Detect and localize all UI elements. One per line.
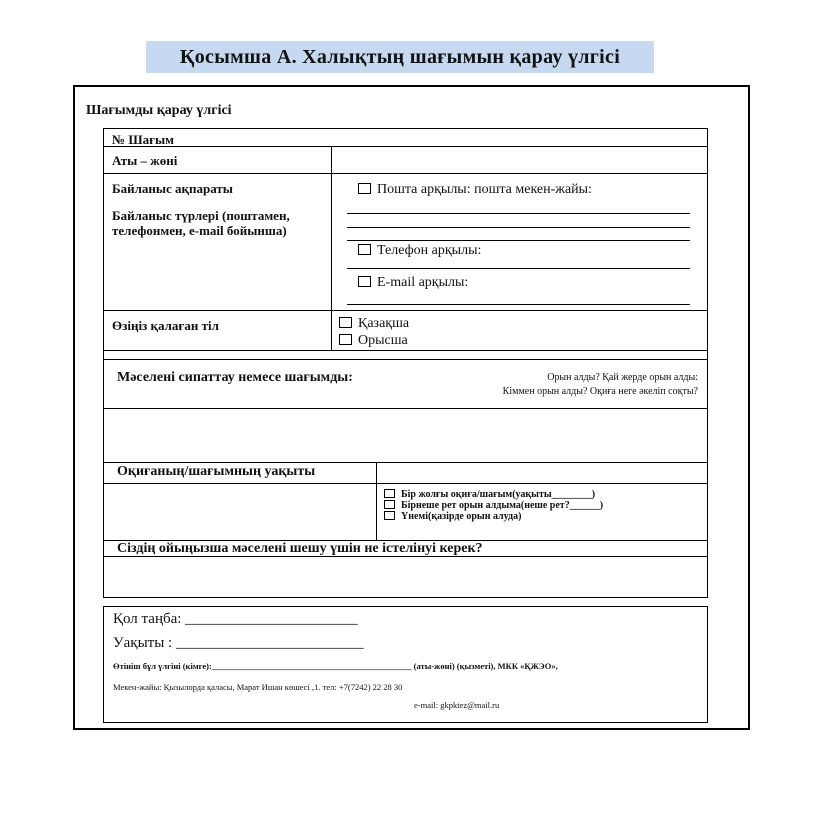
signature-line[interactable]: Қол таңба: _______________________ <box>113 611 358 627</box>
checkbox-icon[interactable] <box>339 334 352 345</box>
solution-label: Сіздің ойыңызша мәселені шешу үшін не істелінуі керек? <box>117 541 483 556</box>
answer-line <box>347 268 690 269</box>
column-divider <box>376 462 377 540</box>
submit-to-line: Өтініш бұл үлгіні (кімге):_______________________________________________ (аты-жөні) (қызметі), МКК «ҚЖЭО», <box>113 661 558 671</box>
row-divider <box>103 173 708 174</box>
checkbox-icon[interactable] <box>384 511 395 520</box>
checkbox-icon[interactable] <box>384 500 395 509</box>
description-field[interactable] <box>104 409 707 462</box>
name-label: Аты – жөні <box>112 153 178 168</box>
option-phone[interactable] <box>358 243 481 259</box>
form-table <box>103 128 708 598</box>
time-option-once-label: Бір жолғы оқиға/шағым(уақыты________) <box>401 489 596 500</box>
language-russian-label: Орысша <box>358 333 408 348</box>
time-option-several-label: Бірнеше рет орын алдыма(неше рет?______) <box>401 500 604 511</box>
description-hint-1: Орын алды? Қай жерде орын алды: <box>547 372 698 383</box>
row-divider <box>103 359 708 360</box>
row-divider <box>103 310 708 311</box>
answer-line <box>347 304 690 305</box>
solution-field[interactable] <box>104 557 707 597</box>
checkbox-icon[interactable] <box>358 183 371 194</box>
description-label: Мәселені сипаттау немесе шағымды: <box>117 370 353 385</box>
time-option-ongoing-label: Үнемі(қазірде орын алуда) <box>401 511 522 522</box>
checkbox-icon[interactable] <box>358 276 371 287</box>
complaint-number-label: № Шағым <box>112 132 174 147</box>
option-post[interactable] <box>358 182 592 198</box>
option-post-label: Пошта арқылы: пошта мекен-жайы: <box>377 182 592 197</box>
answer-line <box>347 213 690 214</box>
row-divider <box>103 462 708 463</box>
answer-line <box>347 240 690 241</box>
language-russian[interactable] <box>339 333 408 349</box>
contact-info-label: Байланыс ақпараты <box>112 181 233 196</box>
contact-types-label: Байланыс түрлері (поштамен, телефонмен, e-mail бойынша) <box>112 208 290 238</box>
time-option-once[interactable] <box>384 489 595 500</box>
email-line: e-mail: gkpktez@mail.ru <box>414 700 500 710</box>
option-email[interactable] <box>358 275 468 291</box>
language-kazakh-label: Қазақша <box>358 316 410 331</box>
answer-line <box>347 227 690 228</box>
checkbox-icon[interactable] <box>358 244 371 255</box>
checkbox-icon[interactable] <box>384 489 395 498</box>
document-title: Қосымша А. Халықтың шағымын қарау үлгісі <box>146 41 654 73</box>
column-divider <box>331 146 332 350</box>
date-line[interactable]: Уақыты : _________________________ <box>113 635 364 651</box>
option-email-label: E-mail арқылы: <box>377 275 469 290</box>
row-divider <box>103 146 708 147</box>
language-label: Өзіңіз қалаған тіл <box>112 318 219 333</box>
row-divider <box>103 483 708 484</box>
address-line: Мекен-жайы: Қызылорда қаласы, Марат Ишан көшесі ,1. тел: +7(7242) 22 28 30 <box>113 682 403 692</box>
description-hint-2: Кіммен орын алды? Оқиға неге әкеліп соқты? <box>502 386 698 397</box>
row-divider <box>103 350 708 351</box>
time-option-ongoing[interactable] <box>384 511 521 522</box>
time-option-several[interactable] <box>384 500 603 511</box>
form-heading: Шағымды қарау үлгісі <box>86 103 232 118</box>
language-kazakh[interactable] <box>339 316 409 332</box>
checkbox-icon[interactable] <box>339 317 352 328</box>
option-phone-label: Телефон арқылы: <box>377 243 482 258</box>
time-label: Оқиғаның/шағымның уақыты <box>117 464 316 479</box>
